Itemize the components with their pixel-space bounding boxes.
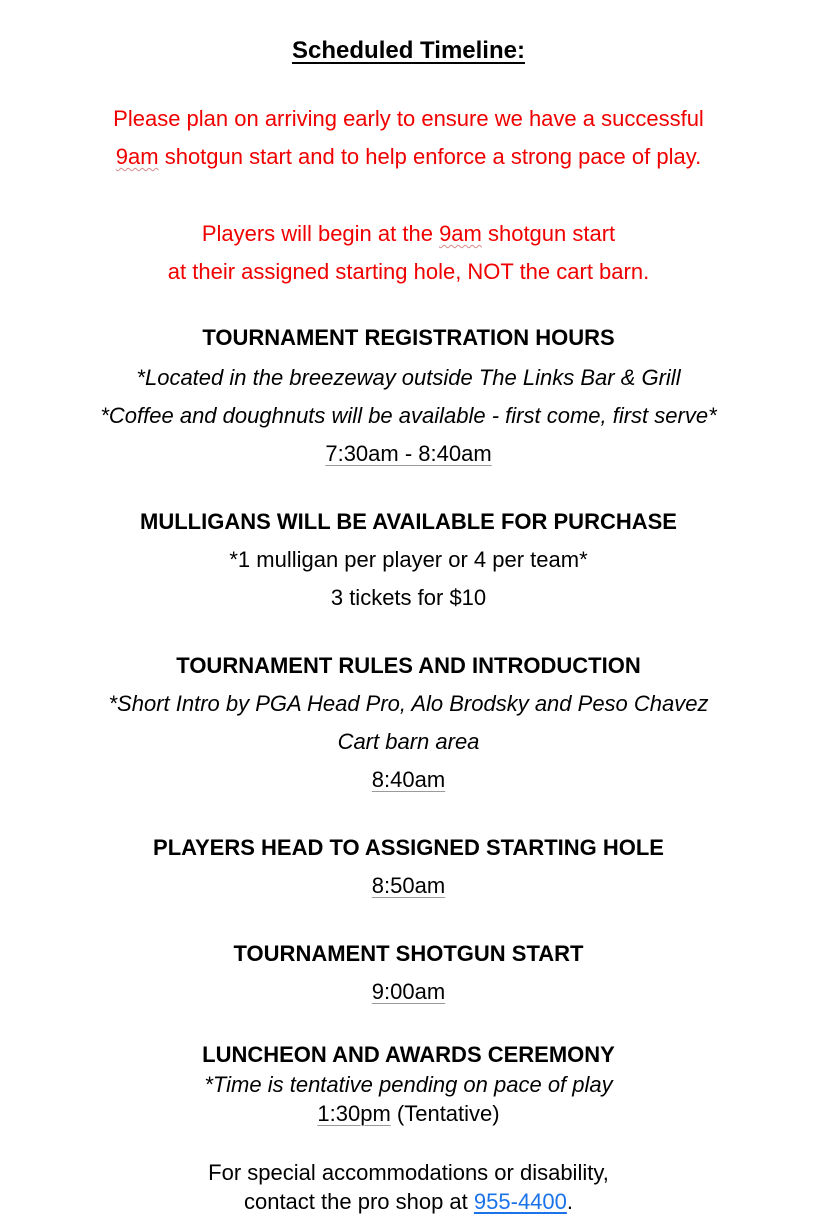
luncheon-time-suffix: (Tentative) [390, 1101, 500, 1126]
notice-line-2-text: shotgun start and to help enforce a strong pace of play. [158, 144, 702, 169]
shotgun-time: 9:00am [371, 979, 446, 1004]
notice-line-2 [0, 144, 817, 170]
head-to-hole-time: 8:50am [371, 873, 446, 898]
shotgun-heading: TOURNAMENT SHOTGUN START [233, 941, 584, 966]
mulligans-heading: MULLIGANS WILL BE AVAILABLE FOR PURCHASE [140, 509, 677, 534]
mulligans-limit-note: *1 mulligan per player or 4 per team* [229, 547, 588, 572]
footer-line-1: For special accommodations or disability, [208, 1160, 609, 1185]
rules-time-row [0, 767, 817, 793]
notice-start-time-2: 9am [439, 221, 482, 246]
registration-time-row [0, 441, 817, 467]
luncheon-time-row [0, 1101, 817, 1127]
page-title: Scheduled Timeline: [292, 37, 525, 64]
registration-time: 7:30am - 8:40am [325, 441, 492, 466]
registration-coffee-note: *Coffee and doughnuts will be available - first come, first serve* [100, 403, 717, 428]
luncheon-tentative-note: *Time is tentative pending on pace of play [204, 1072, 613, 1097]
footer-period: . [566, 1189, 574, 1214]
rules-location-note: Cart barn area [337, 729, 480, 754]
head-to-hole-time-row [0, 873, 817, 899]
rules-intro-note: *Short Intro by PGA Head Pro, Alo Brodsky and Peso Chavez [108, 691, 709, 716]
head-to-hole-heading: PLAYERS HEAD TO ASSIGNED STARTING HOLE [153, 835, 664, 860]
shotgun-time-row [0, 979, 817, 1005]
notice-line-4: at their assigned starting hole, NOT the cart barn. [167, 259, 650, 284]
notice-line-1: Please plan on arriving early to ensure we have a successful [113, 106, 704, 131]
pro-shop-phone-link[interactable]: 955-4400 [473, 1189, 567, 1214]
notice-line-3-post: shotgun start [481, 221, 616, 246]
notice-line-3-pre: Players will begin at the [201, 221, 440, 246]
rules-heading: TOURNAMENT RULES AND INTRODUCTION [176, 653, 641, 678]
notice-line-3 [0, 221, 817, 247]
footer-line-2 [0, 1189, 817, 1215]
registration-location-note: *Located in the breezeway outside The Links Bar & Grill [136, 365, 681, 390]
luncheon-heading: LUNCHEON AND AWARDS CEREMONY [202, 1042, 615, 1067]
notice-start-time: 9am [115, 144, 159, 169]
mulligans-price-note: 3 tickets for $10 [330, 585, 487, 610]
footer-contact-text: contact the pro shop at [243, 1189, 474, 1214]
luncheon-time: 1:30pm [317, 1101, 391, 1126]
registration-heading: TOURNAMENT REGISTRATION HOURS [202, 325, 615, 350]
rules-time: 8:40am [371, 767, 446, 792]
